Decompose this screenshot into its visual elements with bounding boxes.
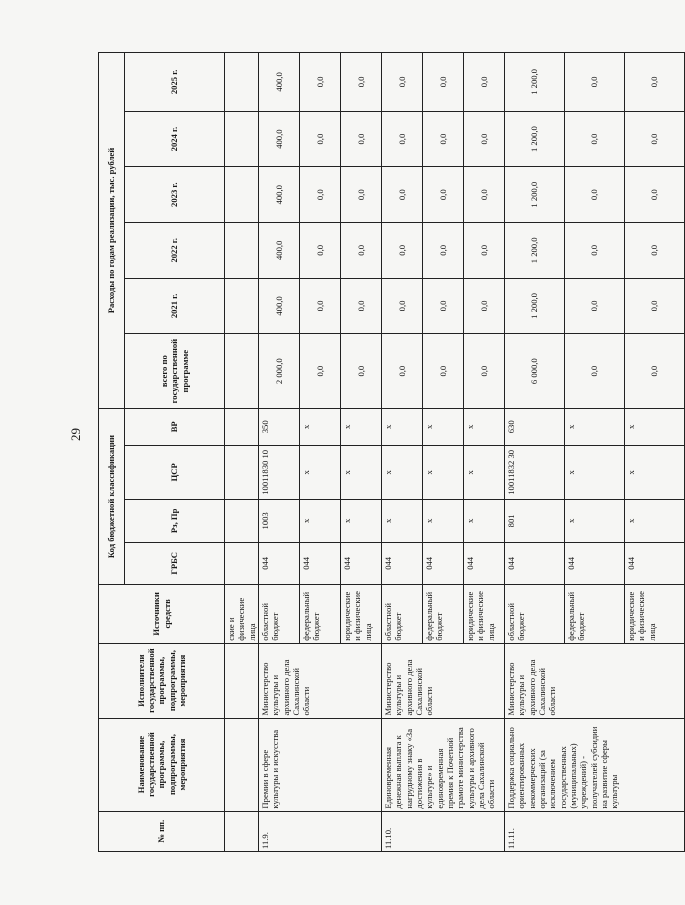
value-2023: 1 200,0 (505, 167, 565, 223)
item-number: 11.11. (505, 811, 685, 851)
value-2021: 0,0 (382, 278, 423, 334)
value-2021: 0,0 (625, 278, 685, 334)
csr-cell: x (565, 445, 625, 500)
value-2022: 0,0 (382, 223, 423, 279)
grbs-cell: 044 (625, 542, 685, 584)
value-2024: 0,0 (300, 111, 341, 167)
rzpr-cell: x (565, 500, 625, 542)
header-2021: 2021 г. (125, 278, 225, 334)
header-csr: ЦСР (125, 445, 225, 500)
source-cell: юридические и физические лица (341, 585, 382, 644)
value-2024: 0,0 (565, 111, 625, 167)
value-2024: 0,0 (625, 111, 685, 167)
total-cell: 0,0 (565, 334, 625, 409)
value-2022: 0,0 (423, 223, 464, 279)
rzpr-cell: x (464, 500, 505, 542)
rzpr-cell: x (423, 500, 464, 542)
value-2022: 1 200,0 (505, 223, 565, 279)
item-executor: Министерство культуры и архивного дела Сахалинской области (259, 643, 382, 718)
item-name: Единовременная денежная выплата к нагрудному знаку «За достижения в культуре» и единовременная премия к Почетной грамоте министерства культуры и архивного дела Сахалинской области (382, 718, 505, 811)
value-2021: 0,0 (464, 278, 505, 334)
budget-table-sheet (98, 52, 660, 852)
value-2023: 0,0 (341, 167, 382, 223)
total-cell: 0,0 (382, 334, 423, 409)
csr-cell: x (341, 445, 382, 500)
rzpr-cell: 1003 (259, 500, 300, 542)
value-2025: 0,0 (341, 53, 382, 112)
value-2022: 0,0 (625, 223, 685, 279)
header-grbs: ГРБС (125, 542, 225, 584)
value-2023: 0,0 (382, 167, 423, 223)
grbs-cell: 044 (341, 542, 382, 584)
total-cell: 0,0 (625, 334, 685, 409)
header-2024: 2024 г. (125, 111, 225, 167)
header-vr: ВР (125, 409, 225, 445)
vr-cell: 350 (259, 409, 300, 445)
value-2021: 400,0 (259, 278, 300, 334)
item-executor: Министерство культуры и архивного дела Сахалинской области (505, 643, 685, 718)
total-cell: 0,0 (300, 334, 341, 409)
continuation-source: ские и физические лица (225, 585, 259, 644)
table-row (259, 53, 300, 852)
total-cell: 2 000,0 (259, 334, 300, 409)
vr-cell: x (565, 409, 625, 445)
header-num: № пп. (99, 811, 225, 851)
page-number: 29 (68, 428, 83, 441)
grbs-cell: 044 (505, 542, 565, 584)
grbs-cell: 044 (382, 542, 423, 584)
rzpr-cell: x (300, 500, 341, 542)
value-2024: 0,0 (382, 111, 423, 167)
vr-cell: 630 (505, 409, 565, 445)
vr-cell: x (300, 409, 341, 445)
total-cell: 6 000,0 (505, 334, 565, 409)
vr-cell: x (423, 409, 464, 445)
grbs-cell: 044 (464, 542, 505, 584)
csr-cell: x (300, 445, 341, 500)
value-2023: 0,0 (565, 167, 625, 223)
item-name: Премии в сфере культуры и искусства (259, 718, 382, 811)
value-2021: 0,0 (300, 278, 341, 334)
rzpr-cell: x (382, 500, 423, 542)
header-expenditure-group: Расходы по годам реализации, тыс. рублей (99, 53, 125, 409)
value-2022: 400,0 (259, 223, 300, 279)
header-rzpr: Рз, Пр (125, 500, 225, 542)
item-executor: Министерство культуры и архивного дела Сахалинской области (382, 643, 505, 718)
value-2024: 1 200,0 (505, 111, 565, 167)
total-cell: 0,0 (423, 334, 464, 409)
grbs-cell: 044 (565, 542, 625, 584)
csr-cell: 10011832 30 (505, 445, 565, 500)
value-2024: 0,0 (423, 111, 464, 167)
grbs-cell: 044 (300, 542, 341, 584)
csr-cell: x (625, 445, 685, 500)
csr-cell: x (423, 445, 464, 500)
value-2021: 0,0 (565, 278, 625, 334)
value-2024: 400,0 (259, 111, 300, 167)
total-cell: 0,0 (341, 334, 382, 409)
value-2021: 0,0 (423, 278, 464, 334)
source-cell: областной бюджет (505, 585, 565, 644)
item-name: Поддержка социально ориентированных некоммерческих организаций (за исключением государственных (муниципальных) учреждений) - получателей субсидии на развитие сферы культуры (505, 718, 685, 811)
source-cell: федеральный бюджет (300, 585, 341, 644)
vr-cell: x (464, 409, 505, 445)
continuation-row (225, 53, 259, 852)
value-2023: 0,0 (423, 167, 464, 223)
csr-cell: x (464, 445, 505, 500)
value-2024: 0,0 (464, 111, 505, 167)
header-executor: Исполнители государственной программы, подпрограммы, мероприятия (99, 643, 225, 718)
csr-cell: x (382, 445, 423, 500)
header-2023: 2023 г. (125, 167, 225, 223)
value-2025: 0,0 (423, 53, 464, 112)
value-2021: 0,0 (341, 278, 382, 334)
vr-cell: x (382, 409, 423, 445)
source-cell: областной бюджет (382, 585, 423, 644)
value-2025: 0,0 (300, 53, 341, 112)
value-2023: 400,0 (259, 167, 300, 223)
item-number: 11.9. (259, 811, 382, 851)
value-2025: 0,0 (565, 53, 625, 112)
value-2023: 0,0 (464, 167, 505, 223)
value-2022: 0,0 (300, 223, 341, 279)
header-kbk-group: Код бюджетной классификации (99, 409, 125, 585)
rzpr-cell: x (341, 500, 382, 542)
source-cell: федеральный бюджет (423, 585, 464, 644)
header-name: Наименование государственной программы, подпрограммы, мероприятия (99, 718, 225, 811)
value-2022: 0,0 (341, 223, 382, 279)
value-2025: 0,0 (382, 53, 423, 112)
source-cell: юридические и физические лица (464, 585, 505, 644)
value-2023: 0,0 (625, 167, 685, 223)
grbs-cell: 044 (259, 542, 300, 584)
header-source: Источники средств (99, 585, 225, 644)
header-2025: 2025 г. (125, 53, 225, 112)
table-row (505, 53, 565, 852)
header-2022: 2022 г. (125, 223, 225, 279)
table-row (382, 53, 423, 852)
item-number: 11.10. (382, 811, 505, 851)
rzpr-cell: x (625, 500, 685, 542)
value-2025: 0,0 (464, 53, 505, 112)
budget-table (98, 52, 685, 852)
value-2023: 0,0 (300, 167, 341, 223)
rzpr-cell: 801 (505, 500, 565, 542)
grbs-cell: 044 (423, 542, 464, 584)
vr-cell: x (341, 409, 382, 445)
header-total: всего по государственной программе (125, 334, 225, 409)
source-cell: юридические и физические лица (625, 585, 685, 644)
csr-cell: 10011830 10 (259, 445, 300, 500)
value-2022: 0,0 (464, 223, 505, 279)
source-cell: федеральный бюджет (565, 585, 625, 644)
vr-cell: x (625, 409, 685, 445)
value-2022: 0,0 (565, 223, 625, 279)
value-2025: 1 200,0 (505, 53, 565, 112)
source-cell: областной бюджет (259, 585, 300, 644)
value-2025: 400,0 (259, 53, 300, 112)
value-2025: 0,0 (625, 53, 685, 112)
value-2021: 1 200,0 (505, 278, 565, 334)
value-2024: 0,0 (341, 111, 382, 167)
total-cell: 0,0 (464, 334, 505, 409)
